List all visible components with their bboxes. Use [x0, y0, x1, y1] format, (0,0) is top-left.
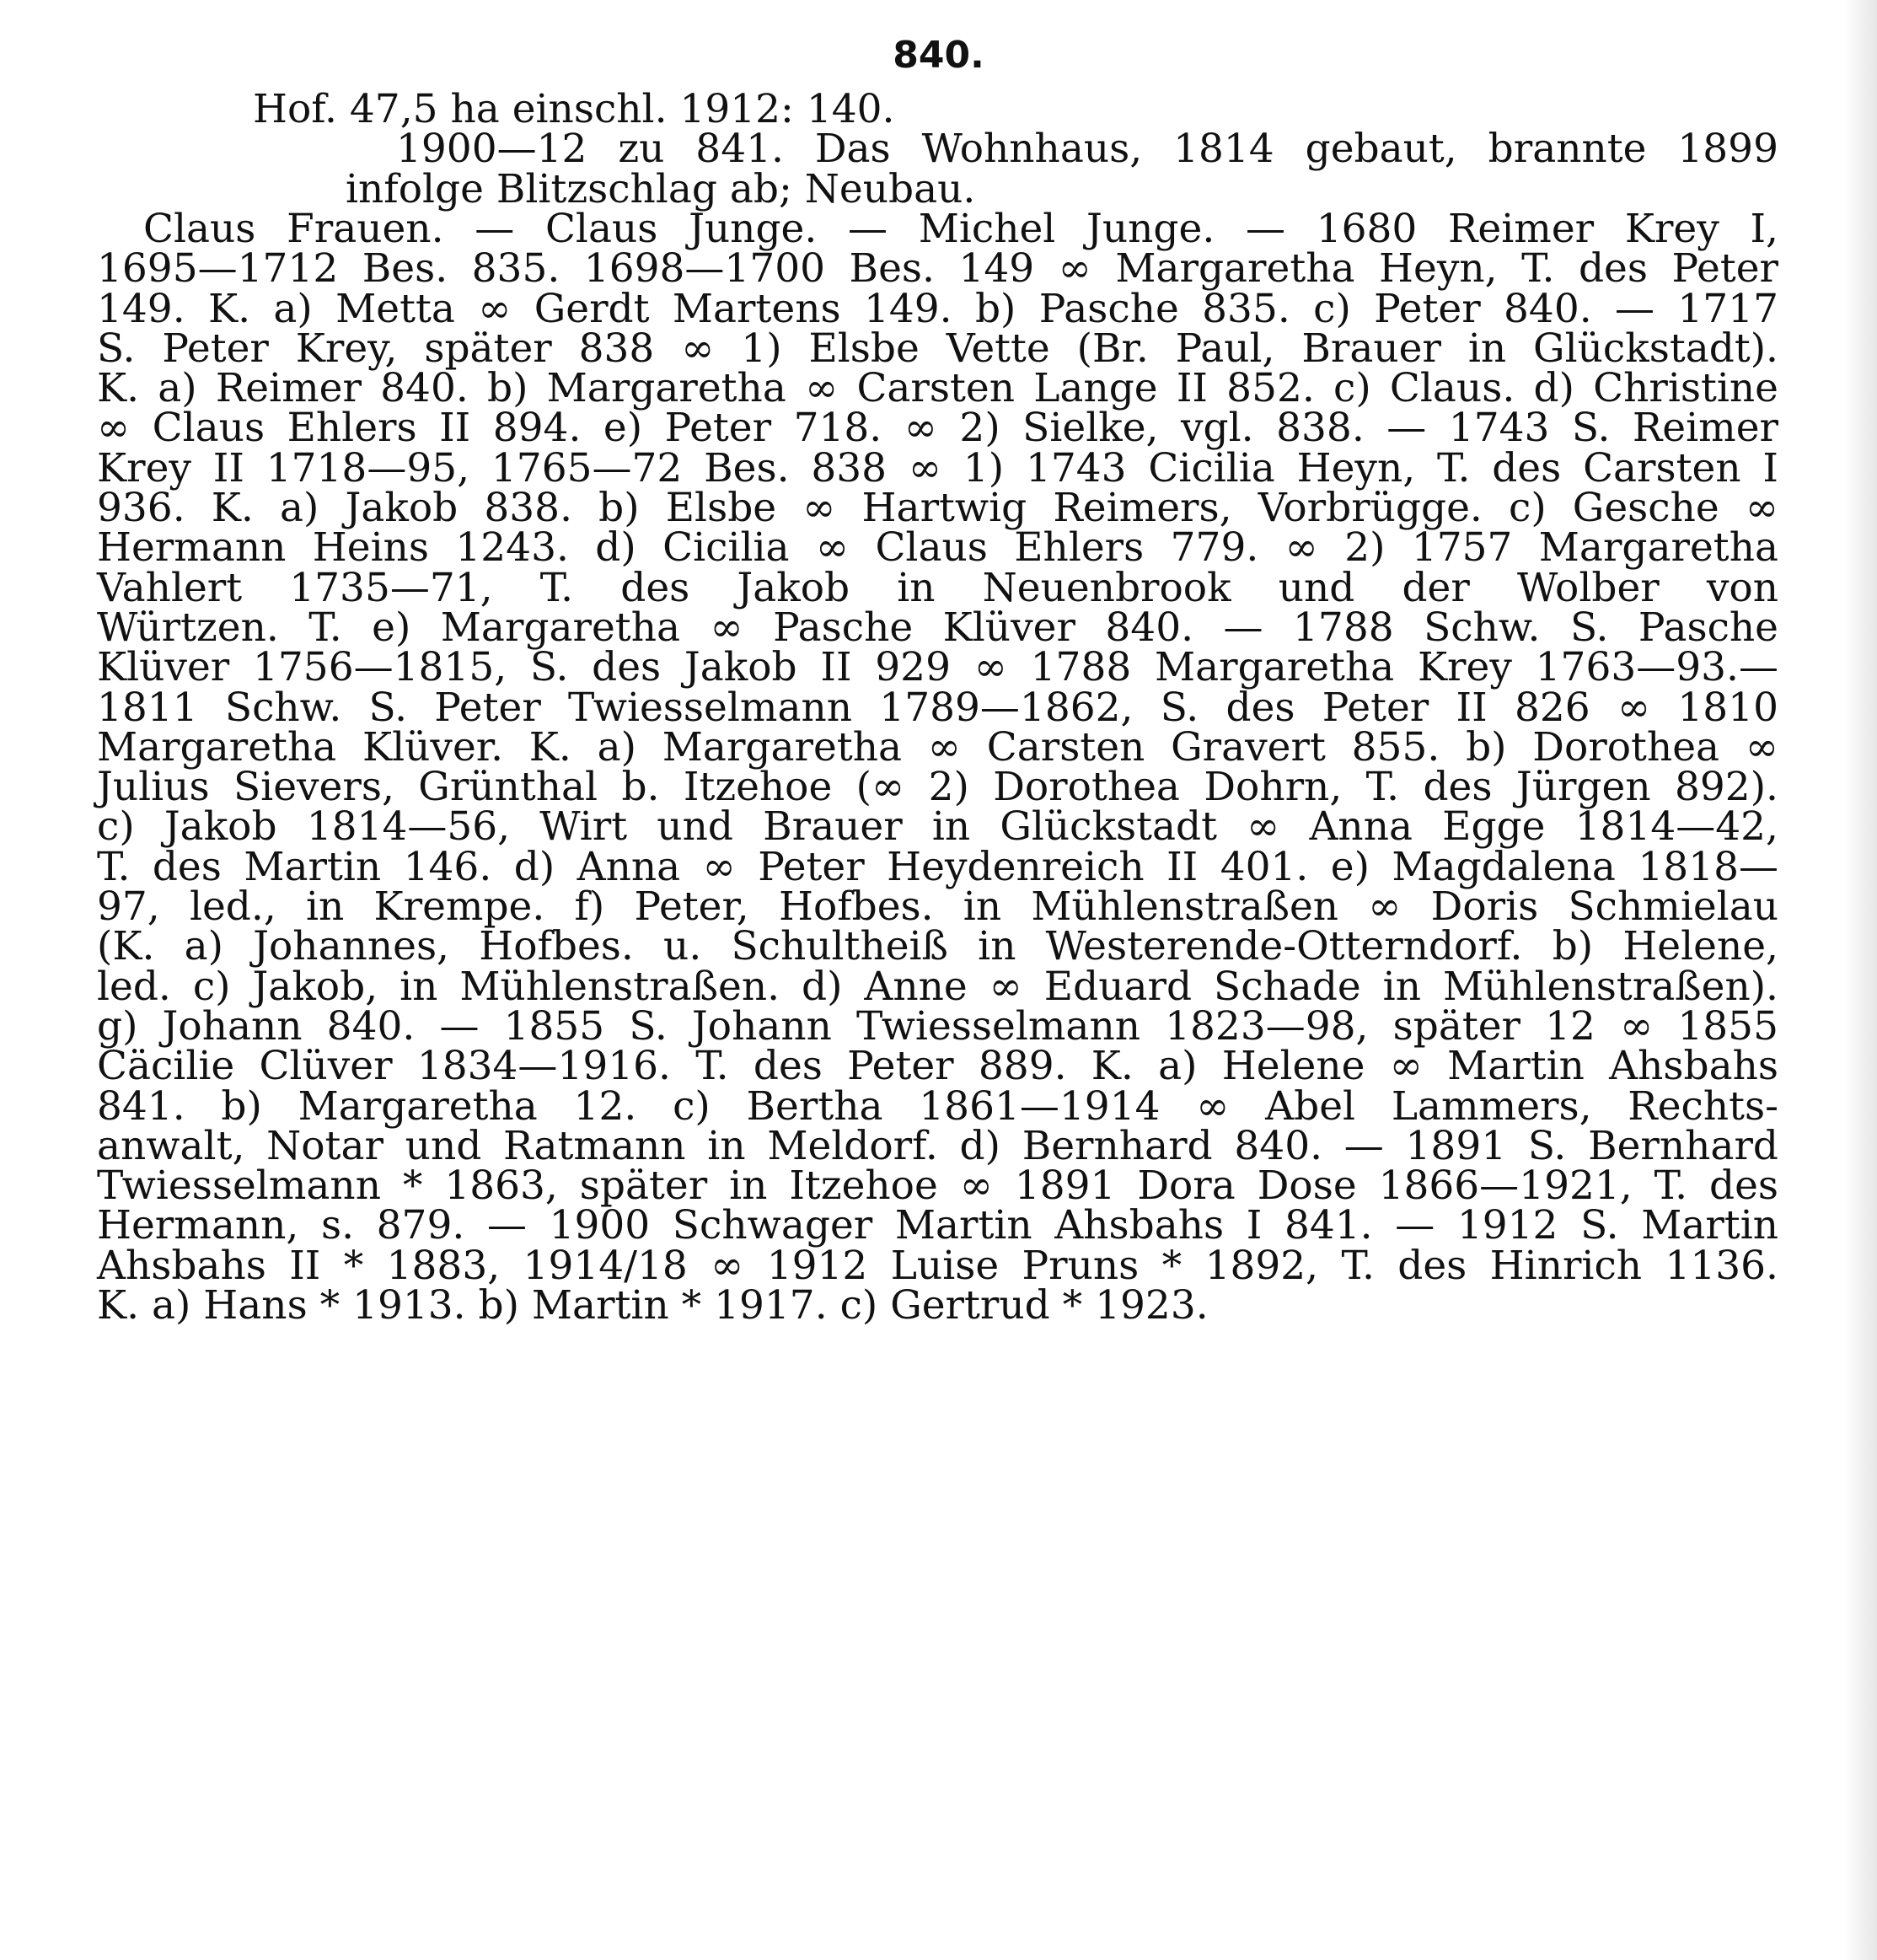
text-line: 936. K. a) Jakob 838. b) Elsbe ∞ Hartwig Reimers, Vorbrügge. c) Gesche ∞ — [97, 485, 1778, 531]
text-line: Würtzen. T. e) Margaretha ∞ Pasche Klüver 840. — 1788 Schw. S. Pasche — [97, 604, 1778, 651]
text-line: 97, led., in Krempe. f) Peter, Hofbes. in Mühlenstraßen ∞ Doris Schmielau — [97, 883, 1778, 930]
text-line: c) Jakob 1814—56, Wirt und Brauer in Glückstadt ∞ Anna Egge 1814—42, — [97, 803, 1778, 850]
text-line: Hermann, s. 879. — 1900 Schwager Martin Ahsbahs I 841. — 1912 S. Martin — [97, 1202, 1778, 1248]
text-line: Hermann Heins 1243. d) Cicilia ∞ Claus Ehlers 779. ∞ 2) 1757 Margaretha — [97, 524, 1778, 571]
text-line: Twiesselmann * 1863, später in Itzehoe ∞ 1891 Dora Dose 1866—1921, T. des — [97, 1163, 1778, 1209]
text-line: Claus Frauen. — Claus Junge. — Michel Junge. — 1680 Reimer Krey I, — [143, 206, 1778, 252]
page-edge-shadow — [1843, 0, 1877, 1960]
text-line: Julius Sievers, Grünthal b. Itzehoe (∞ 2) Dorothea Dohrn, T. des Jürgen 892). — [97, 764, 1778, 810]
text-line: 149. K. a) Metta ∞ Gerdt Martens 149. b) Pasche 835. c) Peter 840. — 1717 — [97, 286, 1778, 332]
text-line: (K. a) Johannes, Hofbes. u. Schultheiß in Westerende-Otterndorf. b) Helene, — [97, 923, 1778, 969]
text-line: infolge Blitzschlag ab; Neubau. — [346, 166, 976, 212]
text-line: ∞ Claus Ehlers II 894. e) Peter 718. ∞ 2) Sielke, vgl. 838. — 1743 S. Reimer — [97, 405, 1778, 451]
text-line: Klüver 1756—1815, S. des Jakob II 929 ∞ 1788 Margaretha Krey 1763—93.— — [97, 644, 1778, 690]
text-line: Ahsbahs II * 1883, 1914/18 ∞ 1912 Luise Pruns * 1892, T. des Hinrich 1136. — [97, 1243, 1778, 1289]
text-line: Vahlert 1735—71, T. des Jakob in Neuenbrook und der Wolber von — [97, 565, 1778, 611]
text-line: 1900—12 zu 841. Das Wohnhaus, 1814 gebaut, brannte 1899 — [396, 126, 1778, 172]
text-line: g) Johann 840. — 1855 S. Johann Twiesselmann 1823—98, später 12 ∞ 1855 — [97, 1003, 1778, 1050]
text-line: K. a) Hans * 1913. b) Martin * 1917. c) Gertrud * 1923. — [97, 1282, 1209, 1329]
text-line: Hof. 47,5 ha einschl. 1912: 140. — [253, 86, 895, 132]
text-line: T. des Martin 146. d) Anna ∞ Peter Heydenreich II 401. e) Magdalena 1818— — [97, 844, 1778, 890]
text-line: Margaretha Klüver. K. a) Margaretha ∞ Carsten Gravert 855. b) Dorothea ∞ — [97, 724, 1778, 771]
text-line: anwalt, Notar und Ratmann in Meldorf. d) Bernhard 840. — 1891 S. Bernhard — [97, 1123, 1778, 1169]
text-line: 1695—1712 Bes. 835. 1698—1700 Bes. 149 ∞ Margaretha Heyn, T. des Peter — [97, 245, 1778, 292]
text-line: S. Peter Krey, später 838 ∞ 1) Elsbe Vette (Br. Paul, Brauer in Glückstadt). — [97, 325, 1778, 372]
text-line: led. c) Jakob, in Mühlenstraßen. d) Anne ∞ Eduard Schade in Mühlenstraßen). — [97, 964, 1778, 1010]
text-line: 841. b) Margaretha 12. c) Bertha 1861—1914 ∞ Abel Lammers, Rechts- — [97, 1083, 1778, 1130]
text-line: 1811 Schw. S. Peter Twiesselmann 1789—1862, S. des Peter II 826 ∞ 1810 — [97, 685, 1778, 731]
text-line: Cäcilie Clüver 1834—1916. T. des Peter 889. K. a) Helene ∞ Martin Ahsbahs — [97, 1043, 1778, 1089]
page-number: 840. — [893, 34, 984, 77]
text-line: Krey II 1718—95, 1765—72 Bes. 838 ∞ 1) 1743 Cicilia Heyn, T. des Carsten I — [97, 445, 1778, 491]
text-line: K. a) Reimer 840. b) Margaretha ∞ Carsten Lange II 852. c) Claus. d) Christine — [97, 365, 1778, 411]
